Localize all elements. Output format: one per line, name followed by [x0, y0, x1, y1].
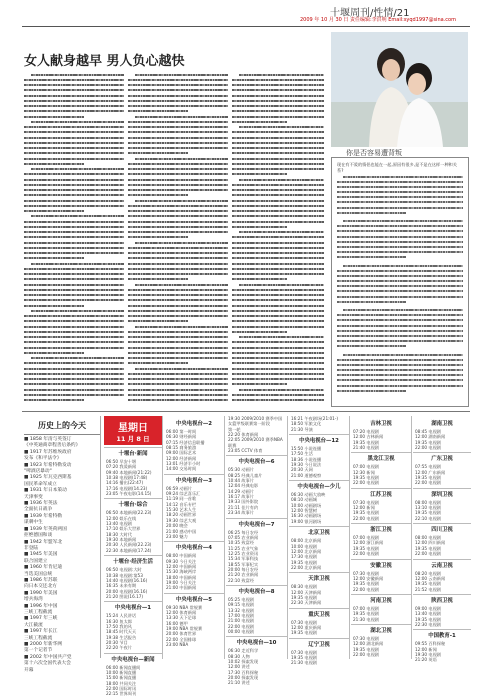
program-listing: 23:05 CCTV 体育 — [228, 448, 263, 454]
channel-heading: 中央电视台—10 — [226, 636, 287, 647]
day-banner — [104, 416, 162, 445]
program-listing: 11:25 农业气象 — [228, 545, 259, 551]
program-listing: 12:00 中国新闻 — [166, 563, 197, 569]
program-listing: 06:59 动画片 — [166, 485, 192, 491]
program-listing: 14:12 音乐专栏 — [166, 501, 197, 507]
program-listing: 18:00 中国新闻 — [166, 574, 197, 580]
channel-heading: 湖北卫视 — [351, 624, 411, 635]
program-listing: 07:30 电视剧 — [353, 499, 379, 505]
program-listing: 16:35 未来有期 — [106, 583, 137, 589]
program-listing: 12:00 浙江新闻 — [353, 540, 384, 546]
schedule-column-1 — [104, 416, 162, 697]
program-listing: 17:50 生活 — [291, 451, 313, 457]
channel-heading: 浙江卫视 — [351, 523, 411, 534]
program-listing: 07:30 电视剧 — [353, 635, 379, 641]
channel-heading: 中央电视台—12 — [289, 434, 349, 445]
history-item: 谋刺中生 — [24, 520, 43, 526]
schedule-column-5 — [351, 416, 411, 659]
program-listing: 19:35 电视剧 — [353, 545, 379, 551]
program-listing: 10:00 电视剧 — [291, 543, 317, 549]
channel-heading: 江苏卫视 — [351, 488, 411, 499]
history-item: 开幕 — [24, 667, 34, 673]
program-listing: 07:20 电视剧 — [353, 429, 379, 434]
history-item: ■ 2000 年新华网 — [24, 642, 63, 647]
article-title: 女人献身越早 男人负心越快 — [24, 54, 185, 69]
channel-heading: 十堰台·经济生活 — [104, 555, 162, 566]
program-listing: 21:30 导演 — [291, 426, 313, 432]
program-listing: 10:38 电视剧:第53 — [106, 572, 143, 578]
program-listing: 23:00 NBA — [166, 642, 189, 647]
history-item: ■ 1986 年苏联 — [24, 577, 58, 583]
history-item: 向日本交还北方 — [24, 584, 57, 590]
channel-heading: 云南卫视 — [413, 559, 471, 570]
program-listing: 20:30 天网 — [291, 467, 313, 473]
text-line — [232, 398, 324, 403]
program-listing: 19:00 今日关注 — [166, 579, 197, 585]
history-item: ■ 1960 年肯尼迪 — [24, 565, 63, 571]
program-listing: 19:33 国外影院 — [228, 499, 259, 505]
program-listing: 19:35 电视剧 — [291, 594, 317, 600]
program-listing: 20:00 晚会 — [166, 523, 188, 529]
program-listing: 07:20 我爱新闻 — [106, 464, 137, 470]
program-listing: 06:50 电视剧:大时 — [106, 567, 142, 573]
program-listing: 22:00 全国排球 — [166, 636, 197, 642]
program-listing: 22:30 天津新闻 — [291, 600, 322, 606]
program-listing: 05:25 电视剧 — [228, 596, 254, 602]
program-listing: 19:35 电视剧 — [291, 630, 317, 636]
history-item: ■ 1939 年英荷两国 — [24, 526, 67, 532]
program-listing: 21:00 电视剧 — [228, 618, 254, 624]
photo-caption: 你是否容易遭背叛 — [346, 149, 402, 157]
program-listing: 06:30 走近科学 — [228, 648, 259, 654]
program-listing: 08:30 人物 — [228, 653, 250, 659]
program-listing: 16:00 德甲 — [166, 620, 188, 626]
history-item: 联合国建立 — [24, 558, 48, 564]
channel-heading: 中央电视台—1 — [104, 601, 162, 612]
program-listing: 21:30 电视剧 — [353, 616, 379, 622]
channel-heading: 北京卫视 — [289, 526, 349, 537]
channel-heading: 中国教育-1 — [413, 629, 471, 640]
program-listing: 09:15 电视剧 — [228, 602, 254, 608]
program-listing: 21:00 道德观察 — [291, 472, 322, 478]
program-listing: 09:30 NBA 常规赛 — [166, 604, 203, 610]
program-listing: 22:00 电视剧 — [353, 551, 379, 557]
channel-heading: 中央电视台—5 — [164, 593, 224, 604]
program-listing: 06:30 财经新闻 — [166, 434, 197, 440]
program-listing: 19:35 电视剧 — [353, 475, 379, 481]
history-item: 非登陆 — [24, 545, 39, 551]
program-listing: 12:00 智慧树 — [291, 508, 317, 514]
history-item: ■ 1923 年希特勒发动 — [24, 462, 72, 468]
program-listing: 12:00 经济新闻 — [166, 455, 197, 461]
channel-heading: 重庆卫视 — [289, 608, 349, 619]
history-item: "啤酒店暴动" — [24, 469, 52, 475]
history-item: ■ 1990 年美国 — [24, 590, 58, 596]
text-line — [128, 398, 228, 403]
channel-heading: 天津卫视 — [289, 572, 349, 583]
program-listing: 19:00 NBA 常规赛 — [166, 625, 203, 631]
program-listing: 22:00 电视剧 — [353, 480, 379, 486]
program-listing: 14:16 播出(22:47) — [106, 480, 144, 486]
program-listing: 16:21 午夜剧场(21:01-) — [291, 416, 338, 421]
program-listing: 21:20 英语 — [415, 657, 437, 663]
program-listing: 15:30 海峡两岸 — [166, 569, 197, 575]
history-item: ■ 1997 年三峡 — [24, 616, 58, 622]
quiz-box — [331, 157, 469, 407]
program-listing: 22:00 电视剧 — [415, 445, 441, 451]
channel-heading: 中央电视台—4 — [164, 541, 224, 552]
channel-heading: 中央电视台—少儿 — [289, 480, 349, 491]
article-column-2 — [128, 72, 228, 406]
program-listing: 21:52 电视剧 — [415, 586, 441, 592]
history-item: ■ 1997 年长江 — [24, 629, 58, 635]
schedule-column-2 — [164, 416, 224, 659]
program-listing: 18:00 共同关注 — [106, 680, 137, 686]
program-listing: 女篮甲级联赛第一阶段 — [228, 421, 270, 427]
program-listing: 22:30 电视剧 — [415, 621, 441, 627]
program-listing: 18:50 军旅文化 — [291, 421, 322, 427]
program-listing: 21:20 图说(16.17) — [106, 593, 144, 599]
program-listing: 19:35 电视剧 — [353, 439, 379, 445]
program-listing: 17:16 电视剧(14.23) — [106, 485, 148, 491]
program-listing: 17:50 我的风 — [106, 623, 132, 629]
program-listing: 12:00 体育新闻 — [166, 609, 197, 615]
program-listing: 13:40 电视剧 — [106, 521, 132, 527]
history-item: 《中英通商章程善后条约》 — [24, 443, 81, 449]
column-divider — [224, 416, 225, 659]
program-listing: 19:38 生活报告 — [106, 634, 137, 640]
program-listing: 联赛 — [228, 442, 237, 448]
history-item: ■ 2002 年中国共产党 — [24, 654, 72, 660]
schedule-column-3 — [226, 416, 287, 686]
program-listing: 19:30 综艺大观 — [166, 517, 197, 523]
program-listing: 20:00 电视剧(16.16) — [106, 588, 148, 594]
history-item: ■ 1936 年英法 — [24, 501, 58, 507]
program-listing: 22:00 电视剧 — [415, 480, 441, 486]
program-listing: 13:32 电视剧 — [228, 607, 254, 613]
program-listing: 12:00 安徽新闻 — [353, 575, 384, 581]
program-listing: 17:30 电视剧 — [291, 554, 317, 560]
program-listing: 12:00 吉林新闻 — [353, 434, 384, 440]
program-listing: 12:04 经典电影 — [228, 483, 259, 489]
program-listing: 17:30 百科探秘 — [228, 669, 259, 675]
program-listing: 22:00 电视剧 — [353, 515, 379, 521]
channel-heading: 吉林卫视 — [370, 421, 392, 427]
program-listing: 18:55 军事纪实 — [228, 561, 259, 567]
program-listing: 21:20 农业新闻 — [228, 572, 259, 578]
program-listing: 09:00 电视剧 — [415, 605, 441, 611]
program-listing: 00:00 电视剧 — [228, 629, 254, 634]
program-listing: 12:00 北京新闻 — [291, 548, 322, 554]
program-listing: 12:00 湖南新闻 — [415, 434, 446, 440]
program-listing: 22:10 致富经 — [228, 577, 254, 583]
program-listing: 23:00 魅力 — [166, 533, 188, 539]
program-listing: 19:30 2009/2010 赛季中国 — [228, 416, 283, 421]
program-listing: 08:30 电视剧 — [291, 584, 317, 590]
program-listing: 14:40 电视剧(16.16) — [106, 577, 148, 583]
program-listing: 22:20 体育新闻 — [228, 432, 259, 438]
program-listing: 12:00 重庆新闻 — [291, 624, 322, 630]
program-listing: 22:30 本地新闻(17.24) — [106, 547, 152, 553]
program-listing: 13:01 经济半小时 — [166, 461, 201, 467]
program-listing: 10:00 新闻直播 — [106, 669, 137, 675]
program-listing: 22:00 电视剧 — [228, 623, 254, 629]
program-listing: 19:35 电视剧 — [415, 616, 441, 622]
history-item: 三峡工程截流 — [24, 635, 53, 641]
channel-heading: 中央电视台—3 — [164, 474, 224, 485]
program-listing: 20:30 节目 — [106, 639, 128, 645]
edition-line: 2009 年 10 月 30 日 责任编辑:李洪明 Email:syqd1997@sina.com — [300, 17, 456, 23]
history-item: ■ 1931 年日本策动 — [24, 488, 67, 494]
history-item: 天津事变 — [24, 494, 43, 500]
column-divider — [162, 416, 163, 659]
program-listing: 07:00 电视剧 — [353, 464, 379, 470]
program-listing: 19:30 今日说法 — [291, 462, 322, 468]
program-listing: 09:00 国际艺术 — [166, 450, 197, 456]
channel-heading: 辽宁卫视 — [289, 638, 349, 649]
program-listing: 10:35 致富经 — [228, 540, 254, 546]
channel-heading: 十堰台·新闻 — [104, 447, 162, 458]
program-listing: 20:00 探索发现 — [228, 675, 259, 681]
history-item: 当选美国总统 — [24, 571, 53, 577]
program-listing: 19:35 电视剧 — [415, 510, 441, 516]
history-title: 历史上的今天 — [24, 416, 100, 435]
schedule-column-6 — [413, 416, 471, 663]
program-listing: 16:17 故事片 — [228, 494, 254, 500]
program-listing: 12:00 讲述 — [228, 664, 250, 670]
program-listing: 07:00 电视剧 — [353, 535, 379, 541]
header-rule — [22, 26, 470, 27]
article-column-1 — [24, 72, 124, 406]
text-line — [24, 398, 84, 403]
channel-heading: 中央电视台—2 — [175, 421, 213, 427]
program-listing: 08:20 电视剧 — [415, 570, 441, 576]
history-item: 第十六次全国代表大会 — [24, 661, 71, 667]
program-listing: 08:00 北京新闻 — [291, 538, 322, 544]
program-listing: 12:00 新闻 — [353, 505, 375, 511]
program-listing: 06:50 早安十堰 — [106, 459, 137, 464]
program-listing: 11:19 同一首歌 — [166, 496, 197, 502]
history-item: 第一个记者节 — [24, 648, 53, 654]
program-listing: 19:30 电视剧 — [415, 651, 441, 657]
program-listing: 20:00 每日农经 — [228, 566, 259, 572]
program-listing: 05:30 动画片 — [228, 467, 254, 473]
program-listing: 19:35 电视剧 — [291, 559, 317, 565]
program-listing: 19:35 电视剧 — [353, 646, 379, 652]
history-item: 发布《和平法令》 — [24, 456, 62, 462]
program-listing: 19:35 电视剧 — [415, 581, 441, 587]
channel-heading: 四川卫视 — [413, 523, 471, 534]
program-listing: 23:34 故事片 — [228, 510, 254, 516]
program-listing: 08:00 电视剧 — [415, 535, 441, 541]
program-listing: 12:00 娱乐在线 — [106, 515, 137, 521]
program-listing: 22:15 世界周刊 — [106, 691, 137, 697]
channel-heading: 中央电视台—8 — [226, 585, 287, 596]
program-listing: 10:00 动画剧场 — [291, 502, 322, 508]
program-listing: 12:25 农业资讯 — [228, 550, 259, 556]
channel-heading: 河南卫视 — [351, 594, 411, 605]
history-item: 三峡工程截流 — [24, 609, 53, 615]
program-listing: 09:24 综艺喜乐汇 — [166, 491, 201, 497]
program-listing: 22:00 电视剧 — [353, 586, 379, 592]
program-listing: 10:38 电视剧(17:48) — [106, 475, 148, 481]
program-listing: 08:10 动画城 — [291, 497, 317, 503]
program-listing: 19:35 电视剧 — [291, 654, 317, 660]
program-listing: 21:10 讲述 — [228, 680, 250, 686]
program-listing: 07:30 电视剧 — [291, 619, 317, 625]
channel-heading: 十堰台·综合 — [104, 498, 162, 509]
program-listing: 18:45 时代天天 — [106, 629, 137, 635]
program-listing: 06:00 新闻直播间 — [106, 664, 141, 670]
program-listing: 14:00 交易时间 — [166, 466, 197, 472]
program-listing: 08:15 商务旅游 — [166, 445, 197, 451]
program-listing: 19:35 电视剧 — [353, 510, 379, 516]
program-listing: 20:30 人民新闻(22.23) — [106, 542, 152, 548]
channel-heading: 广东卫视 — [413, 452, 471, 463]
program-listing: 13:30 天下足球 — [166, 615, 197, 621]
masthead: 十堰周刊/性情/21 — [330, 8, 410, 19]
program-listing: 12:00 天津新闻 — [291, 589, 322, 595]
program-listing: 13:40 电视剧 — [415, 611, 441, 617]
channel-heading: 安徽卫视 — [351, 559, 411, 570]
program-listing: 07:05 农业新闻 — [228, 534, 259, 540]
column-divider — [349, 416, 350, 659]
program-listing: 21:30 电视剧 — [291, 660, 317, 666]
history-item: ■ 1917 年苏维埃政府 — [24, 449, 72, 455]
quiz-question: 现在有不爱的情侣也能在一起,原因有很多,是不是在这样一种和关系? — [337, 162, 457, 173]
program-listing: 08:45 电视剧 — [415, 429, 441, 434]
program-listing: 12:00 四川新闻 — [415, 540, 446, 546]
program-listing: 19:30 本地新闻 — [106, 537, 137, 543]
program-listing: 21:40 电视剧 — [353, 445, 379, 451]
program-listing: 19:35 电视剧 — [353, 581, 379, 587]
program-listing: 21:00 感动中国 — [166, 528, 197, 534]
program-listing: 17:00 电视剧 — [228, 612, 254, 618]
program-listing: 12:00 新闻 — [415, 646, 437, 652]
program-listing: 13:10 电视剧 — [415, 505, 441, 511]
program-listing: 10:44 故事片 — [228, 478, 254, 484]
history-item: ■ 1939 年希特勒 — [24, 513, 63, 519]
history-item: ■ 1996 年中国 — [24, 603, 58, 609]
program-listing: 06:00 第一时间 — [166, 429, 197, 434]
program-listing: 15:24 人民讲话 — [106, 613, 137, 619]
history-item: 全面抗日战争 — [24, 507, 53, 513]
program-listing: 21:00 中国新闻 — [166, 585, 197, 591]
history-list — [24, 435, 100, 674]
program-listing: 14:29 动画片 — [228, 488, 254, 494]
section-rule — [22, 411, 470, 412]
program-listing: 22:00 北京新闻 — [291, 564, 322, 570]
program-listing: 12:30 新闻 — [353, 469, 375, 475]
history-item: 国民革命军成立 — [24, 481, 57, 487]
channel-heading: 中央电视台—7 — [226, 518, 287, 529]
program-listing: 19:35 电视剧 — [415, 545, 441, 551]
column-divider — [287, 416, 288, 659]
article-column-3 — [232, 72, 324, 406]
program-listing: 18:36 小说连播 — [291, 456, 322, 462]
program-listing: 07:30 电视剧 — [291, 649, 317, 655]
program-listing: 16:30 动画剧场 — [291, 513, 322, 519]
program-listing: 07:30 电视剧 — [353, 570, 379, 576]
program-listing: 22:10 电视剧 — [415, 515, 441, 521]
program-listing: 07:15 经济信息联播 — [166, 439, 205, 445]
program-listing: 19:35 电视剧 — [415, 475, 441, 481]
program-listing: 第一轮 — [228, 426, 241, 432]
channel-heading: 中央电视台—6 — [226, 455, 287, 466]
history-item: ■ 1945 年美国 — [24, 552, 58, 558]
program-listing: 09:55 百科探秘 — [415, 641, 446, 647]
program-listing: 18:30 大时代 — [106, 531, 132, 537]
program-listing: 12:00 广东新闻 — [415, 469, 446, 475]
day-banner-date: 11 月 8 日 — [116, 435, 150, 443]
schedule-column-4 — [289, 416, 349, 666]
program-listing: 12:00 云南新闻 — [415, 575, 446, 581]
program-listing: 07:00 电视剧 — [353, 605, 379, 611]
history-item: 增兵海湾 — [24, 597, 43, 603]
program-listing: 22:00 电视剧 — [415, 551, 441, 557]
program-listing: 16:30 鱼太郎 — [106, 618, 132, 624]
channel-heading: 黑龙江卫视 — [351, 452, 411, 463]
history-item: 大江截流 — [24, 622, 43, 628]
program-listing: 08:25 经典儿童片 — [228, 472, 263, 478]
program-listing: 07:55 电视剧 — [415, 464, 441, 470]
program-listing: 06:50 本地新闻(22.23) — [106, 510, 152, 516]
program-listing: 19:35 电视剧 — [353, 611, 379, 617]
program-listing: 18:20 动画世界 — [166, 512, 197, 518]
channel-heading: 深圳卫视 — [413, 488, 471, 499]
history-item: ■ 1925 年瓦克西斯基 — [24, 475, 72, 481]
program-listing: 20:00 体育世界 — [166, 631, 197, 637]
program-listing: 10:02 探索发现 — [228, 659, 259, 665]
program-listing: 15:30 艺术人生 — [166, 507, 197, 513]
history-item: ■ 1942 年盟军北 — [24, 539, 63, 545]
history-panel — [24, 416, 101, 673]
program-listing: 15:00 新闻直播 — [106, 675, 137, 681]
program-listing: 09:30 今日关注 — [166, 558, 197, 564]
day-banner-weekday: 星期日 — [118, 423, 148, 434]
program-listing: 22:05 2009/2010 赛季NBA — [228, 437, 283, 443]
program-listing: 08:00 中国新闻 — [166, 553, 197, 559]
channel-heading: 中央电视台—新闻 — [104, 653, 162, 664]
program-listing: 22:20 午夜片 — [106, 645, 132, 651]
program-listing: 19:00 银河剧场 — [291, 518, 322, 524]
program-listing: 08:00 电视剧 — [415, 499, 441, 505]
program-listing: 06:30 动画大放映 — [291, 492, 326, 498]
program-listing: 12:00 湖北新闻 — [353, 641, 384, 647]
history-item: 拒绝德国和谈 — [24, 533, 53, 539]
program-listing: 19:35 电视剧 — [415, 439, 441, 445]
program-listing: 17:10 娱乐大世界 — [106, 526, 141, 532]
couple-photo — [331, 32, 468, 147]
column-divider — [411, 416, 412, 659]
program-listing: 22:00 电视剧 — [353, 651, 379, 657]
program-listing: 23:05 午夜电影(14.15) — [106, 491, 152, 497]
history-item: ■ 1858 年清与英签订 — [24, 437, 72, 442]
program-listing: 15:50 小说连播 — [291, 446, 322, 452]
program-listing: 15:34 军事科技 — [228, 556, 259, 562]
program-listing: 22:00 国际时讯 — [106, 686, 137, 691]
quiz-answer-text — [337, 174, 463, 397]
program-listing: 09:40 本地新闻(21:22) — [106, 469, 152, 475]
channel-heading: 陕西卫视 — [413, 594, 471, 605]
program-listing: 06:25 每日农经 — [228, 529, 259, 535]
channel-heading: 湖南卫视 — [431, 421, 453, 427]
program-listing: 21:11 佳片有约 — [228, 504, 259, 510]
